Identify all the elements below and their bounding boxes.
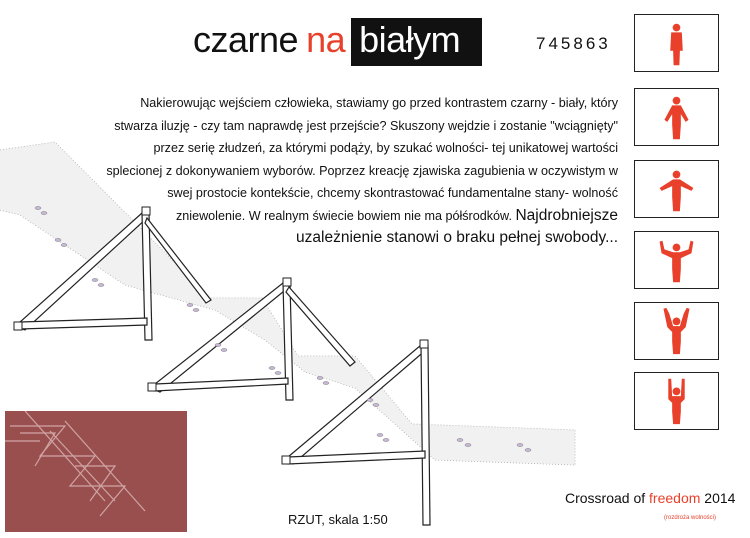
caption-year: 2014 bbox=[704, 490, 736, 506]
page-title bbox=[193, 18, 482, 66]
pose-panel-5 bbox=[634, 302, 719, 360]
paragraph-line: przez serię złudzeń, za którymi podąży, by szukać wolności- tej unikatowej wartości bbox=[153, 141, 618, 155]
model-photo-drawing bbox=[5, 411, 187, 532]
project-caption bbox=[565, 490, 735, 506]
emphasis-text: Najdrobniejsze bbox=[515, 206, 618, 224]
paragraph-line: stwarza iluzję - czy tam naprawdę jest przejście? Skuszony wejdzie i zostanie "wciągnięty" bbox=[114, 118, 618, 133]
caption-subtitle: (rozdroża wolności) bbox=[664, 515, 717, 521]
figure-arms-up-icon bbox=[635, 373, 718, 429]
figure-arms-out-icon bbox=[635, 89, 718, 145]
figure-arms-down-icon bbox=[635, 15, 718, 71]
paragraph-line: Nakierowując wejściem człowieka, stawiamy go przed kontrastem czarny - biały, który bbox=[140, 96, 618, 110]
paragraph-line: splecionej z dokonywaniem wyborów. Poprzez kreację zjawiska zagubienia w oczywistym w bbox=[106, 163, 618, 178]
pose-panel-4 bbox=[634, 231, 719, 289]
paragraph-line bbox=[70, 205, 618, 228]
emphasis-line: uzależnienie stanowi o braku pełnej swobody... bbox=[296, 229, 618, 246]
figure-arms-v-icon bbox=[635, 303, 718, 359]
pose-panel-2 bbox=[634, 88, 719, 146]
model-photo bbox=[5, 411, 187, 532]
pose-panel-6 bbox=[634, 372, 719, 430]
caption-highlight: freedom bbox=[649, 490, 701, 506]
title-word-black: czarne bbox=[193, 19, 299, 60]
paragraph-text: zniewolenie. W realnym świecie bowiem nie ma półśrodków. bbox=[175, 208, 512, 223]
title-word-inverted: białym bbox=[351, 18, 482, 66]
pose-panel-3 bbox=[634, 160, 719, 218]
plan-scale-label: RZUT, skala 1:50 bbox=[288, 512, 388, 527]
figure-arms-horizontal-icon bbox=[635, 161, 718, 217]
figure-arms-raised-icon bbox=[635, 232, 718, 288]
caption-text: Crossroad of bbox=[565, 490, 646, 506]
project-code: 745863 bbox=[536, 34, 611, 53]
description-paragraph bbox=[70, 92, 618, 250]
pose-panel-1 bbox=[634, 14, 719, 72]
title-word-accent: na bbox=[306, 19, 346, 60]
paragraph-line: swej prostocie kontekście, chcemy skontrastować fundamentalne stany- wolność bbox=[167, 186, 618, 200]
